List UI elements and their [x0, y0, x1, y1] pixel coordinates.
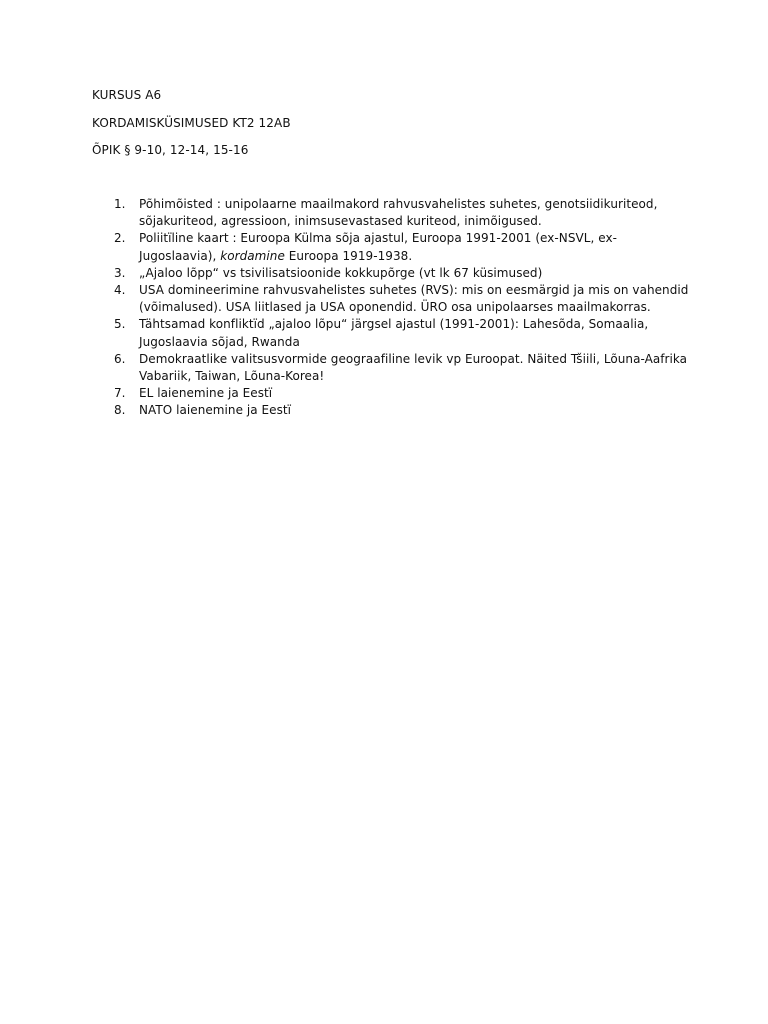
list-item-text: EL laienemine ja Eestï: [139, 386, 273, 401]
list-item: [92, 316, 692, 350]
list-item: [92, 351, 692, 385]
list-item-number: 4.: [114, 283, 126, 298]
list-item-text: Demokraatlike valitsusvormide geograafiline levik vp Euroopat. Näited Tšiili, Lõuna-Aafrika Vabariik, Taiwan, Lõuna-Korea!: [139, 351, 688, 384]
textbook-reference: ÕPIK § 9-10, 12-14, 15-16: [92, 143, 249, 157]
question-list: [92, 196, 692, 420]
list-item-text: [139, 230, 692, 264]
list-item-number: 2.: [114, 231, 126, 246]
list-item: [92, 282, 692, 316]
list-item: [92, 402, 692, 419]
list-item-number: 5.: [114, 317, 126, 332]
list-item-number: 6.: [114, 351, 126, 366]
list-item-text-part: Euroopa 1919-1938.: [288, 248, 413, 263]
list-item: [92, 265, 692, 282]
list-item-number: 3.: [114, 265, 126, 280]
list-item-text: Põhimõisted : unipolaarne maailmakord rahvusvahelistes suhetes, genotsiidikuriteod, sõjakuriteod, agressioon, inimsusevastased kuriteod, inimõigused.: [139, 197, 658, 229]
italic-word: kordamine: [220, 248, 285, 263]
list-item-text-part: Poliitïline kaart : Euroopa Külma sõja ajastul, Euroopa 1991-2001 (ex-NSVL, ex-Jugoslaavia),: [139, 231, 617, 263]
review-questions-title: KORDAMISKÜSIMUSED KT2 12AB: [92, 116, 291, 130]
list-item-text: USA domineerimine rahvusvahelistes suhetes (RVS): mis on eesmärgid ja mis on vahendid (võimalused). USA liitlased ja USA oponendid. ÜRO osa unipolaarses maailmakorras.: [139, 283, 689, 315]
list-item-number: 1.: [114, 197, 126, 211]
course-title: KURSUS A6: [92, 88, 162, 102]
list-item-number: 8.: [114, 403, 126, 418]
list-item-text: NATO laienemine ja Eestï: [139, 403, 292, 418]
list-item-text: „Ajaloo lõpp“ vs tsivilisatsioonide kokkupõrge (vt lk 67 küsimused): [139, 265, 543, 280]
list-item: [92, 196, 692, 230]
list-item-text: Tähtsamad konfliktïd „ajaloo lõpu“ järgsel ajastul (1991-2001): Lahesõda, Somaalia, Jugoslaavia sõjad, Rwanda: [139, 317, 649, 349]
list-item: [92, 385, 692, 402]
list-item: [92, 230, 692, 264]
list-item-number: 7.: [114, 386, 126, 401]
